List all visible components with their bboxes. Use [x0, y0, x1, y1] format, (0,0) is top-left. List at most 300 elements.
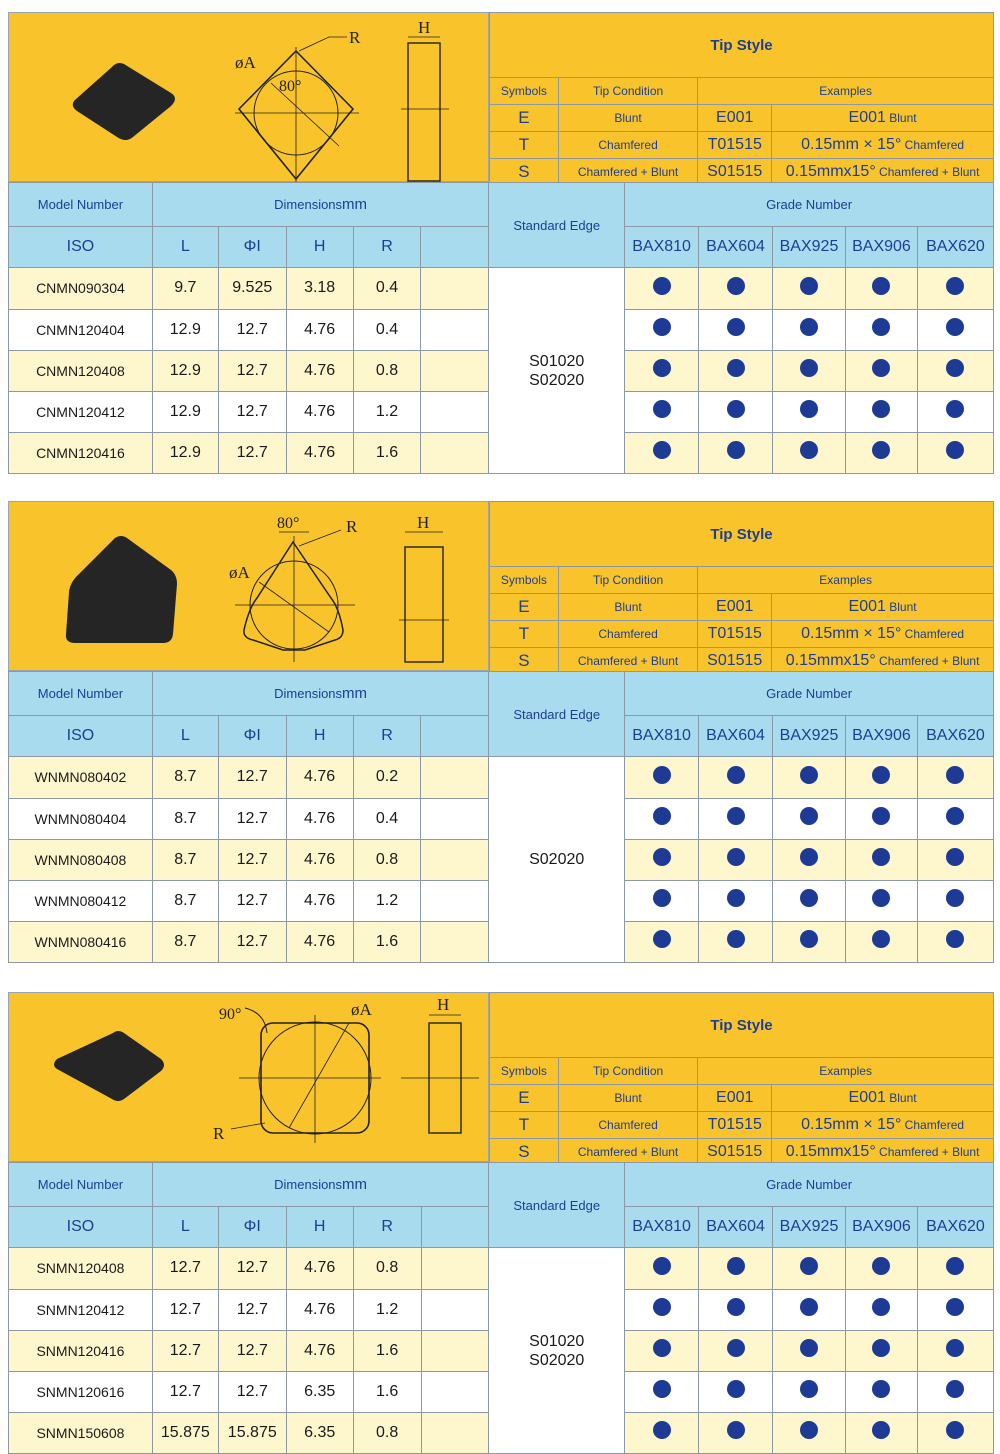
- tip-style-title: Tip Style: [490, 993, 994, 1058]
- grade-cell: [917, 798, 993, 839]
- grade-cell: [625, 1412, 699, 1453]
- empty-header: [421, 716, 489, 757]
- grade-cell: [845, 1371, 917, 1412]
- dim-l: 9.7: [152, 268, 218, 309]
- dim-l: 12.7: [152, 1289, 218, 1330]
- availability-dot: [872, 848, 890, 866]
- empty-cell: [421, 1371, 489, 1412]
- grade-cell: [625, 391, 699, 432]
- grade-cell: [917, 921, 993, 962]
- tip-row: [490, 1085, 994, 1112]
- label-radius: R: [346, 517, 358, 536]
- tip-condition: Blunt: [558, 1085, 697, 1112]
- grade-cell: [773, 880, 846, 921]
- label-radius: R: [349, 28, 361, 47]
- dim-i: 12.7: [218, 1371, 286, 1412]
- grade-cell: [699, 350, 773, 391]
- dim-col-header: L: [152, 716, 218, 757]
- dim-i: 12.7: [218, 1330, 286, 1371]
- insert-drawing-panel: [8, 992, 489, 1162]
- grade-cell: [917, 350, 993, 391]
- insert-drawing-panel: [8, 12, 489, 182]
- availability-dot: [946, 807, 964, 825]
- model-number: WNMN080416: [9, 921, 153, 962]
- grade-cell: [699, 309, 773, 350]
- availability-dot: [727, 1421, 745, 1439]
- empty-cell: [421, 1330, 489, 1371]
- availability-dot: [872, 1380, 890, 1398]
- grade-cell: [625, 757, 699, 798]
- availability-dot: [727, 848, 745, 866]
- grade-cell: [773, 757, 846, 798]
- standard-edge-header: Standard Edge: [489, 672, 625, 757]
- grade-header: BAX906: [845, 716, 917, 757]
- availability-dot: [872, 1421, 890, 1439]
- dim-h: 4.76: [286, 880, 353, 921]
- tip-symbol: T: [490, 621, 559, 648]
- availability-dot: [653, 766, 671, 784]
- side-view: [408, 43, 440, 181]
- insert-silhouette: [73, 63, 175, 140]
- tip-code: S01515: [698, 159, 772, 186]
- model-number: CNMN120404: [9, 309, 153, 350]
- label-diameter: øA: [229, 563, 250, 582]
- availability-dot: [872, 318, 890, 336]
- grade-cell: [699, 1330, 773, 1371]
- grade-cell: [845, 1289, 917, 1330]
- dim-i: 12.7: [218, 798, 286, 839]
- availability-dot: [872, 359, 890, 377]
- dimensions-table: [8, 671, 994, 963]
- dim-l: 8.7: [152, 798, 218, 839]
- dim-l: 8.7: [152, 921, 218, 962]
- grade-cell: [773, 350, 846, 391]
- model-number: SNMN120616: [9, 1371, 153, 1412]
- tip-example: 0.15mm × 15° Chamfered: [772, 1112, 994, 1139]
- dim-h: 3.18: [286, 268, 353, 309]
- grade-cell: [773, 268, 846, 309]
- tip-code: T01515: [698, 132, 772, 159]
- availability-dot: [800, 441, 818, 459]
- dim-h: 4.76: [286, 1330, 353, 1371]
- grade-cell: [917, 757, 993, 798]
- grade-cell: [699, 757, 773, 798]
- tip-example: E001 Blunt: [772, 105, 994, 132]
- availability-dot: [727, 1298, 745, 1316]
- availability-dot: [800, 889, 818, 907]
- availability-dot: [800, 1298, 818, 1316]
- label-height: H: [418, 18, 431, 37]
- grade-cell: [625, 1330, 699, 1371]
- availability-dot: [872, 277, 890, 295]
- availability-dot: [653, 359, 671, 377]
- model-number: CNMN090304: [9, 268, 153, 309]
- dim-i: 12.7: [218, 309, 286, 350]
- tip-example: E001 Blunt: [772, 1085, 994, 1112]
- grade-header: BAX604: [699, 227, 773, 268]
- tip-row: [490, 1112, 994, 1139]
- grade-cell: [773, 1412, 846, 1453]
- dim-h: 4.76: [286, 391, 353, 432]
- tip-symbol: S: [490, 1139, 559, 1166]
- availability-dot: [727, 1339, 745, 1357]
- dim-col-header: L: [152, 1207, 218, 1248]
- grade-cell: [917, 432, 993, 473]
- dimensions-table: [8, 1162, 994, 1454]
- availability-dot: [946, 930, 964, 948]
- grade-cell: [845, 432, 917, 473]
- availability-dot: [653, 848, 671, 866]
- model-number: WNMN080404: [9, 798, 153, 839]
- cnmn-drawing: [9, 13, 490, 183]
- grade-header: BAX906: [845, 1207, 917, 1248]
- dim-h: 4.76: [286, 798, 353, 839]
- dim-r: 1.2: [353, 880, 421, 921]
- dim-r: 0.4: [353, 309, 421, 350]
- dim-r: 0.8: [353, 350, 421, 391]
- empty-cell: [421, 1412, 489, 1453]
- model-number: WNMN080402: [9, 757, 153, 798]
- grade-header: BAX604: [699, 1207, 773, 1248]
- grade-number-header: Grade Number: [625, 672, 994, 716]
- availability-dot: [872, 1339, 890, 1357]
- tip-example: 0.15mmx15° Chamfered + Blunt: [772, 1139, 994, 1166]
- dim-l: 12.9: [152, 309, 218, 350]
- label-diameter: øA: [351, 1000, 372, 1019]
- examples-header: Examples: [698, 1058, 994, 1085]
- dim-l: 12.7: [152, 1330, 218, 1371]
- tip-row: [490, 621, 994, 648]
- grade-cell: [845, 391, 917, 432]
- standard-edge-header: Standard Edge: [489, 1163, 625, 1248]
- empty-cell: [421, 921, 489, 962]
- tip-symbol: S: [490, 648, 559, 675]
- dim-r: 0.4: [353, 268, 421, 309]
- grade-cell: [917, 880, 993, 921]
- symbols-header: Symbols: [490, 78, 559, 105]
- tip-condition: Chamfered: [558, 1112, 697, 1139]
- grade-header: BAX906: [845, 227, 917, 268]
- grade-cell: [699, 839, 773, 880]
- availability-dot: [727, 930, 745, 948]
- dim-l: 12.7: [152, 1248, 218, 1289]
- tip-code: T01515: [698, 1112, 772, 1139]
- tip-style-table: [489, 501, 994, 675]
- availability-dot: [653, 400, 671, 418]
- grade-cell: [625, 880, 699, 921]
- model-number: SNMN150608: [9, 1412, 153, 1453]
- empty-cell: [421, 1248, 489, 1289]
- label-radius: R: [213, 1124, 225, 1143]
- side-view: [405, 547, 443, 662]
- availability-dot: [946, 1380, 964, 1398]
- dim-i: 12.7: [218, 350, 286, 391]
- dim-i: 12.7: [218, 757, 286, 798]
- grade-cell: [845, 1248, 917, 1289]
- tip-condition: Chamfered: [558, 621, 697, 648]
- dim-l: 8.7: [152, 839, 218, 880]
- dimensions-header: Dimensionsmm: [152, 183, 488, 227]
- empty-cell: [421, 880, 489, 921]
- availability-dot: [800, 400, 818, 418]
- empty-cell: [421, 309, 489, 350]
- availability-dot: [653, 889, 671, 907]
- grade-cell: [917, 839, 993, 880]
- availability-dot: [727, 889, 745, 907]
- symbols-header: Symbols: [490, 1058, 559, 1085]
- iso-header: ISO: [9, 227, 153, 268]
- model-number: WNMN080412: [9, 880, 153, 921]
- examples-header: Examples: [698, 567, 994, 594]
- grade-cell: [699, 1289, 773, 1330]
- grade-cell: [699, 1412, 773, 1453]
- grade-header: BAX620: [917, 227, 993, 268]
- label-angle: 90°: [219, 1006, 242, 1023]
- availability-dot: [727, 277, 745, 295]
- dim-r: 1.6: [353, 1330, 421, 1371]
- grade-header: BAX620: [917, 1207, 993, 1248]
- tip-style-title: Tip Style: [490, 13, 994, 78]
- dim-h: 4.76: [286, 350, 353, 391]
- availability-dot: [946, 1421, 964, 1439]
- grade-cell: [773, 1289, 846, 1330]
- grade-cell: [625, 1289, 699, 1330]
- grade-cell: [917, 391, 993, 432]
- empty-cell: [421, 350, 489, 391]
- availability-dot: [727, 400, 745, 418]
- grade-cell: [773, 432, 846, 473]
- dim-col-header: ΦI: [218, 1207, 286, 1248]
- dim-h: 4.76: [286, 1248, 353, 1289]
- dim-l: 15.875: [152, 1412, 218, 1453]
- grade-cell: [699, 268, 773, 309]
- dim-r: 1.2: [353, 391, 421, 432]
- grade-header: BAX810: [625, 1207, 699, 1248]
- grade-cell: [625, 921, 699, 962]
- dimensions-header: Dimensionsmm: [152, 1163, 489, 1207]
- grade-cell: [773, 309, 846, 350]
- label-diameter: øA: [235, 53, 256, 72]
- empty-header: [421, 1207, 489, 1248]
- availability-dot: [727, 766, 745, 784]
- availability-dot: [800, 1339, 818, 1357]
- grade-cell: [845, 921, 917, 962]
- insert-section: [8, 12, 994, 474]
- tip-row: [490, 594, 994, 621]
- grade-cell: [773, 839, 846, 880]
- insert-section: [8, 992, 994, 1454]
- label-height: H: [437, 995, 450, 1014]
- tip-style-table: [489, 992, 994, 1166]
- availability-dot: [872, 1298, 890, 1316]
- tip-example: 0.15mmx15° Chamfered + Blunt: [772, 648, 994, 675]
- table-row: [9, 1248, 994, 1289]
- tip-condition: Chamfered + Blunt: [558, 1139, 697, 1166]
- grade-cell: [845, 880, 917, 921]
- tip-condition: Chamfered + Blunt: [558, 159, 697, 186]
- dim-h: 4.76: [286, 1289, 353, 1330]
- grade-cell: [917, 309, 993, 350]
- snmn-drawing: [9, 993, 490, 1163]
- availability-dot: [800, 848, 818, 866]
- availability-dot: [653, 807, 671, 825]
- availability-dot: [946, 400, 964, 418]
- iso-header: ISO: [9, 716, 153, 757]
- dim-l: 8.7: [152, 880, 218, 921]
- tip-code: S01515: [698, 1139, 772, 1166]
- grade-cell: [845, 1330, 917, 1371]
- grade-header: BAX925: [773, 716, 846, 757]
- availability-dot: [946, 277, 964, 295]
- trigon-outline: [244, 542, 343, 650]
- availability-dot: [653, 1257, 671, 1275]
- dim-i: 12.7: [218, 880, 286, 921]
- tip-condition: Chamfered + Blunt: [558, 648, 697, 675]
- availability-dot: [727, 1380, 745, 1398]
- dim-r: 0.4: [353, 798, 421, 839]
- grade-header: BAX810: [625, 716, 699, 757]
- tip-code: S01515: [698, 648, 772, 675]
- tip-symbol: E: [490, 105, 559, 132]
- tip-row: [490, 105, 994, 132]
- dim-r: 1.6: [353, 432, 421, 473]
- tip-example: 0.15mm × 15° Chamfered: [772, 132, 994, 159]
- grade-cell: [845, 1412, 917, 1453]
- dim-l: 12.9: [152, 432, 218, 473]
- label-angle: 80°: [279, 78, 302, 95]
- availability-dot: [653, 1421, 671, 1439]
- grade-cell: [845, 350, 917, 391]
- tip-style-table: [489, 12, 994, 186]
- availability-dot: [946, 441, 964, 459]
- availability-dot: [946, 1298, 964, 1316]
- grade-header: BAX810: [625, 227, 699, 268]
- grade-cell: [699, 1371, 773, 1412]
- grade-cell: [625, 839, 699, 880]
- tip-condition: Blunt: [558, 594, 697, 621]
- dim-col-header: R: [353, 227, 421, 268]
- empty-header: [421, 227, 489, 268]
- dim-l: 12.9: [152, 391, 218, 432]
- empty-cell: [421, 268, 489, 309]
- wnmn-drawing: [9, 502, 490, 672]
- grade-header: BAX925: [773, 227, 846, 268]
- dimensions-header: Dimensionsmm: [152, 672, 488, 716]
- model-number-header: Model Number: [9, 672, 153, 716]
- grade-number-header: Grade Number: [625, 183, 994, 227]
- dim-r: 1.6: [353, 921, 421, 962]
- tip-code: E001: [698, 1085, 772, 1112]
- dim-l: 12.7: [152, 1371, 218, 1412]
- grade-cell: [917, 1330, 993, 1371]
- table-row: [9, 757, 994, 798]
- dim-h: 4.76: [286, 757, 353, 798]
- dim-i: 12.7: [218, 432, 286, 473]
- dim-col-header: R: [353, 1207, 421, 1248]
- iso-header: ISO: [9, 1207, 153, 1248]
- grade-cell: [773, 798, 846, 839]
- grade-cell: [917, 1371, 993, 1412]
- tip-example: E001 Blunt: [772, 594, 994, 621]
- availability-dot: [800, 277, 818, 295]
- availability-dot: [872, 441, 890, 459]
- symbols-header: Symbols: [490, 567, 559, 594]
- model-number: WNMN080408: [9, 839, 153, 880]
- tip-example: 0.15mmx15° Chamfered + Blunt: [772, 159, 994, 186]
- grade-cell: [773, 921, 846, 962]
- examples-header: Examples: [698, 78, 994, 105]
- dim-h: 4.76: [286, 839, 353, 880]
- tip-condition: Blunt: [558, 105, 697, 132]
- tip-symbol: E: [490, 1085, 559, 1112]
- grade-cell: [773, 391, 846, 432]
- dim-l: 12.9: [152, 350, 218, 391]
- dim-col-header: H: [286, 227, 353, 268]
- table-row: [9, 268, 994, 309]
- availability-dot: [727, 807, 745, 825]
- dim-col-header: H: [286, 716, 353, 757]
- empty-cell: [421, 391, 489, 432]
- dim-h: 6.35: [286, 1371, 353, 1412]
- tip-symbol: T: [490, 1112, 559, 1139]
- grade-cell: [625, 798, 699, 839]
- grade-cell: [699, 921, 773, 962]
- empty-cell: [421, 1289, 489, 1330]
- condition-header: Tip Condition: [558, 567, 697, 594]
- dim-r: 1.6: [353, 1371, 421, 1412]
- availability-dot: [727, 1257, 745, 1275]
- grade-cell: [845, 798, 917, 839]
- availability-dot: [872, 766, 890, 784]
- grade-cell: [699, 432, 773, 473]
- dim-col-header: ΦI: [218, 716, 286, 757]
- availability-dot: [872, 889, 890, 907]
- insert-silhouette: [54, 1031, 164, 1101]
- availability-dot: [800, 930, 818, 948]
- availability-dot: [946, 848, 964, 866]
- dimensions-table: [8, 182, 994, 474]
- availability-dot: [727, 318, 745, 336]
- grade-cell: [699, 798, 773, 839]
- dim-i: 12.7: [218, 391, 286, 432]
- dim-col-header: ΦI: [218, 227, 286, 268]
- tip-row: [490, 132, 994, 159]
- availability-dot: [872, 807, 890, 825]
- availability-dot: [872, 930, 890, 948]
- grade-header: BAX620: [917, 716, 993, 757]
- model-number-header: Model Number: [9, 1163, 153, 1207]
- grade-cell: [699, 391, 773, 432]
- dim-r: 1.2: [353, 1289, 421, 1330]
- dim-col-header: L: [152, 227, 218, 268]
- model-number: CNMN120408: [9, 350, 153, 391]
- dim-i: 15.875: [218, 1412, 286, 1453]
- availability-dot: [653, 1380, 671, 1398]
- tip-example: 0.15mm × 15° Chamfered: [772, 621, 994, 648]
- availability-dot: [800, 766, 818, 784]
- availability-dot: [946, 1339, 964, 1357]
- grade-cell: [625, 1371, 699, 1412]
- grade-cell: [625, 309, 699, 350]
- availability-dot: [946, 1257, 964, 1275]
- availability-dot: [946, 318, 964, 336]
- grade-cell: [845, 757, 917, 798]
- dim-i: 9.525: [218, 268, 286, 309]
- grade-cell: [917, 1412, 993, 1453]
- availability-dot: [653, 930, 671, 948]
- availability-dot: [800, 807, 818, 825]
- dim-r: 0.8: [353, 1248, 421, 1289]
